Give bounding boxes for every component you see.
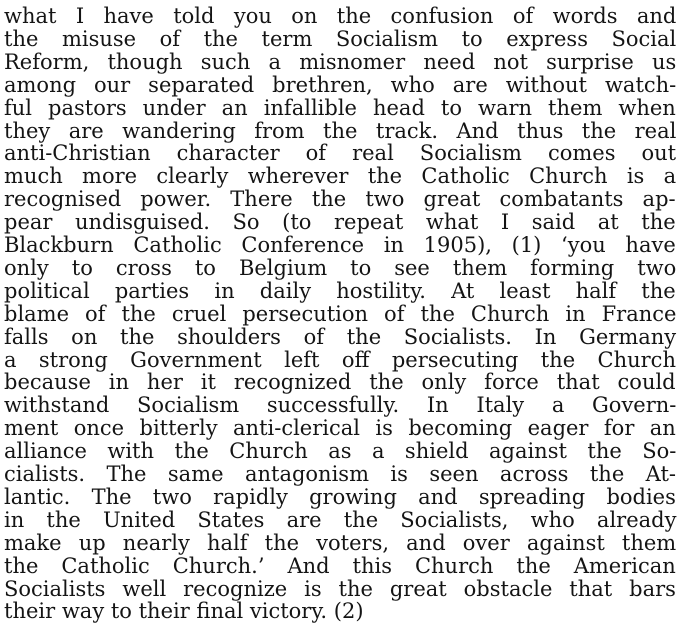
text-line: what I have told you on the confusion of words and bbox=[4, 4, 677, 28]
text-line: Socialists well recognize is the great obstacle that bars bbox=[4, 576, 676, 601]
text-line: lantic. The two rapidly growing and spreading bodies bbox=[4, 484, 676, 509]
text-line: blame of the cruel persecution of the Church in France bbox=[4, 301, 677, 326]
text-line: a strong Government left off persecuting the Church bbox=[4, 347, 676, 372]
text-line: much more clearly wherever the Catholic Church is a bbox=[4, 164, 677, 189]
text-line: political parties in daily hostility. At least half the bbox=[4, 278, 676, 303]
text-line: withstand Socialism successfully. In Italy a Govern- bbox=[4, 393, 677, 418]
text-line: falls on the shoulders of the Socialists. In Germany bbox=[4, 324, 677, 349]
text-line: in the United States are the Socialists, who already bbox=[4, 507, 677, 532]
text-line: recognised power. There the two great combatants ap- bbox=[4, 187, 676, 212]
text-line: they are wandering from the track. And thus the real bbox=[4, 118, 677, 143]
text-line: alliance with the Church as a shield against the So- bbox=[4, 439, 677, 464]
text-line: make up nearly half the voters, and over against them bbox=[4, 530, 677, 555]
text-line: Blackburn Catholic Conference in 1905), (1) ‘you have bbox=[4, 233, 676, 257]
text-line: anti-Christian character of real Socialism comes out bbox=[4, 141, 677, 166]
text-line: among our separated brethren, who are without watch- bbox=[4, 72, 677, 97]
text-line: cialists. The same antagonism is seen across the At- bbox=[4, 462, 677, 486]
text-line: ment once bitterly anti-clerical is becoming eager for an bbox=[4, 416, 676, 441]
text-line: their way to their final victory. (2) bbox=[4, 599, 364, 624]
text-line: only to cross to Belgium to see them forming two bbox=[4, 255, 677, 280]
text-line: the Catholic Church.’ And this Church the American bbox=[4, 553, 676, 578]
text-line: the misuse of the term Socialism to express Social bbox=[4, 26, 677, 51]
text-line: ful pastors under an infallible head to warn them when bbox=[4, 95, 676, 120]
text-line: because in her it recognized the only force that could bbox=[4, 370, 676, 395]
text-line: Reform, though such a misnomer need not surprise us bbox=[4, 49, 677, 74]
text-line: pear undisguised. So (to repeat what I said at the bbox=[4, 210, 676, 235]
